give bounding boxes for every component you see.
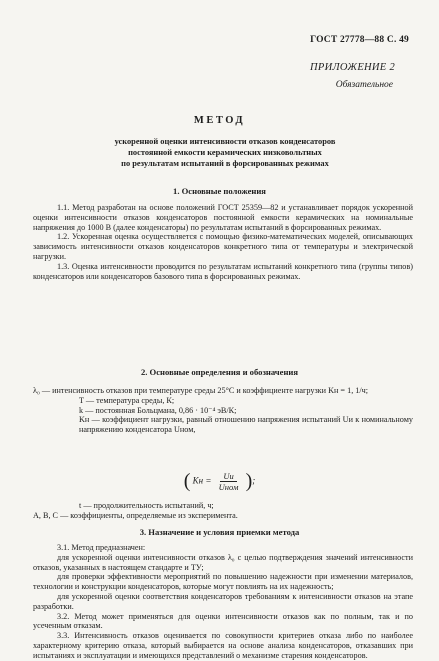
paragraph: 3.2. Метод может применяться для оценки интенсивности отказов как по полным, так и по усеченным отказам. [33,611,413,631]
section-1-body [33,203,413,281]
formula-lhs: Kн = [192,475,212,486]
document-subtitle [60,136,390,169]
paragraph: 1.2. Ускоренная оценка осуществляется с помощью физико-математических моделей, описывающих зависимость интенсивности отказов конденсаторов конкретного типа от температуры и электрической нагрузки. [33,232,413,261]
formula-paren: ) [245,470,253,492]
load-coefficient-formula: ( Kн = $\frac{Uи}{\text{Uном}}$ ); [183,470,256,492]
appendix-status: Обязательное [335,80,393,90]
paragraph: для ускоренной оценки интенсивности отказов λ₀ с целью подтверждения значений интенсивности отказов, указанных в настоящем стандарте и ТУ; [33,552,413,572]
definition: k — постоянная Больцмана, 0,86 · 10⁻⁴ эВ/К; [79,405,237,415]
section-3-body [33,543,413,661]
paragraph: для проверки эффективности мероприятий по повышению надежности при изменении материалов, технологии и конструкции конденсаторов, которые могут повлиять на их надежность; [33,572,413,592]
paragraph: 3.1. Метод предназначен: [57,543,146,552]
formula-denominator: Uном [218,482,239,492]
subtitle-line: по результатам испытаний в форсированных режимах [121,159,329,168]
formula-numerator: Uи [220,471,236,482]
formula-paren: ( [183,470,191,492]
definition: A, B, C — коэффициенты, определяемые из эксперимента. [33,510,238,520]
paragraph: 3.3. Интенсивность отказов оценивается по совокупности критериев отказа либо по наиболее характерному критерию отказа, который выбирается на основе анализа конденсаторов, отказавших при испытаниях и эксплуатации и имеющихся представлений о механизме старения конденсаторов. [33,631,413,660]
section-2-definitions-after [33,501,413,521]
paragraph: для ускоренной оценки соответствия конденсаторов требованиям к интенсивности отказов на этапе разработки. [33,591,413,611]
paragraph: 1.3. Оценка интенсивности проводится по результатам испытаний конкретного типа (группы типов) конденсаторов или конденсаторов базового типа в форсированных режимах. [33,261,413,281]
formula-fraction [216,471,242,492]
document-title: МЕТОД [193,115,246,126]
paragraph: 1.1. Метод разработан на основе положений ГОСТ 25359—82 и устанавливает порядок ускоренной оценки интенсивности отказов конденсаторов постоянной емкости керамических на номинальные напряжения до 1000 В (далее конденсаторы) по результатам испытаний в форсированных режимах. [33,203,413,232]
appendix-label: ПРИЛОЖЕНИЕ 2 [310,62,395,73]
section-2-heading: 2. Основные определения и обозначения [140,367,299,377]
definition: Kн — коэффициент нагрузки, равный отношению напряжения испытаний Uи к номинальному напряжению конденсатора Uном, [79,415,413,435]
page-header: ГОСТ 27778—88 С. 49 [310,35,409,45]
subtitle-line: постоянной емкости керамических низковольтных [128,148,322,157]
definition: λ₀ — интенсивность отказов при температуре среды 25°С и коэффициенте нагрузки Kн = 1, 1/ч; [33,386,369,395]
section-1-heading: 1. Основные положения [173,186,266,196]
section-2-definitions [33,386,413,435]
subtitle-line: ускоренной оценки интенсивности отказов конденсаторов [114,137,336,146]
definition: T — температура среды, К; [79,395,175,405]
definition: t — продолжительность испытаний, ч; [79,501,214,510]
section-3-heading: 3. Назначение и условия приемки метода [139,527,300,537]
